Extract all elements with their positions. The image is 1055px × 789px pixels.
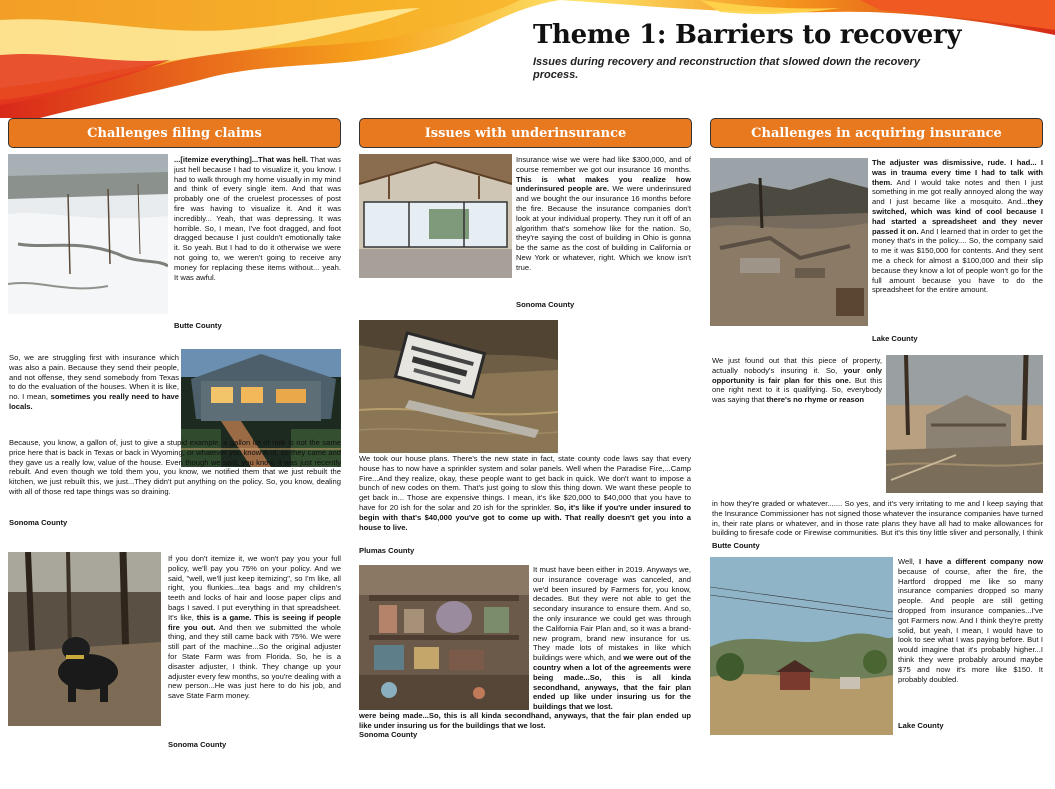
- quote-text: Insurance wise we were had like $300,000, and of course remember we got our insurance 16 months.: [516, 155, 691, 174]
- quote-text: If you don't itemize it, we won't pay you your full policy, we'll pay you 75% on your policy. And we said, "well, we'll just keep itemizing", so I'm like, all right, you flunkies...tea bags and my children's teeth and locks of hair and loose paper clips and bags I saved. I put everything in that spreadsheet. It's like,: [168, 554, 341, 622]
- location-label: Sonoma County: [516, 300, 575, 309]
- always-grateful-sign-photo: [359, 320, 558, 453]
- quote-emphasis: So, it's like if you're under insured to begin with that's $40,000 you've got to come up with. That really doesn't get you into a house to live.: [359, 502, 691, 532]
- quote-butte-2-continued: [712, 499, 1043, 539]
- quote-emphasis: they switched, which was kind of cool because I had started a spreadsheet and they never passed it on.: [872, 197, 1043, 236]
- quote-text: So, we are struggling first with insurance which was also a pain. Because they send their people, and not offense, they send somebody from Texas to do the evaluation of the houses. When it is like, no. I mean,: [9, 353, 179, 402]
- quote-sonoma-4-start: [533, 565, 691, 713]
- location-label: Lake County: [872, 334, 918, 343]
- burned-house-ruins-photo: [886, 355, 1043, 493]
- quote-plumas-1: [359, 454, 691, 544]
- column-header-filing-claims: Challenges filing claims: [8, 118, 341, 148]
- location-label: Sonoma County: [9, 518, 68, 527]
- column-header-acquiring-insurance: Challenges in acquiring insurance: [710, 118, 1043, 148]
- house-interior-photo: [359, 154, 512, 278]
- quote-emphasis: this is a game. This is seeing if people fire you out.: [168, 612, 341, 632]
- quote-sonoma-3: [516, 155, 691, 301]
- quote-text: because of course, after the fire, the Hartford dropped me like so many insurance companies dropped so many people. And people are still getting dropped from insurance companies...I've got Farmers now. And I think they're pretty solid, but yeah, I mean, I would have to look to see what I was paying before. But I would imagine that it's probably higher...I think they were probably around maybe $75 and now it's more like $150. It probably doubled.: [898, 566, 1043, 684]
- quote-emphasis: I have a different company now: [919, 557, 1043, 566]
- quote-text: in how they're graded or whatever....... So yes, and it's very irritating to me and I keep saying that the Insurance Commissioner has not signed those whatever the insurance companies have turned in, their rate plans or whatever, and in those rate plans they have all had to make allowances for building to firesafe code or Firewise communities. But it's this tiny little sliver and personally, I think: [712, 499, 1043, 538]
- quote-emphasis: The adjuster was dismissive, rude. I had... I was in trauma every time I had to talk with them.: [872, 158, 1043, 187]
- quote-text: And I learned that in order to get the money that's in the policy.... So, the company said to me it was $150,000 for contents. And they sent me a check for almost a $100,000 and their slip because they know a lot of people won't go for the full amount because you have to do the spreadsheet for the entire amount.: [872, 226, 1043, 295]
- quote-emphasis: ...[itemize everything]...That was hell.: [174, 155, 309, 164]
- quote-butte-2-start: [712, 356, 882, 498]
- location-label: Plumas County: [359, 546, 415, 555]
- quote-text: We just found out that this piece of property, actually nobody's insuring it. So,: [712, 356, 882, 375]
- quote-emphasis: were being made...So, this is all kinda secondhand, anyways, that the fair plan ended up like under insuring us for the buildings that we lost.: [359, 711, 691, 730]
- quote-text: We were underinsured and we bought the our insurance 16 months before the fire. Because the insurance companies don't look at your individual property. They run it off of an algorithm that's somehow like for the nation. So, they're saying the cost of building in Ohio is gonna be the same as the cost of building in California or New York or whatever, right. Which we know isn't true.: [516, 184, 691, 272]
- quote-emphasis: your only opportunity is fair plan for this one.: [712, 365, 882, 385]
- quote-sonoma-1-continued: [9, 438, 341, 518]
- quote-butte-1: [174, 155, 341, 303]
- quote-sonoma-4-continued: [359, 711, 691, 731]
- quote-text: And then we submitted the whole thing, and they still came back with 75%. We were still part of the machine...So the original adjuster for State Farm was from Florida. So, he is a disaster adjuster, I think. They change up your adjuster every few months, so you're dealing with a new person...He was just here to do his job, and save State Farm money.: [168, 622, 341, 701]
- quote-emphasis: we were out of the country when a lot of the agreements were being made...So, this is all kinda secondhand, anyways, that the fair plan ended up like under insuring us for the buildings that we lost.: [533, 653, 691, 712]
- quote-text: We took our house plans. There's the new state in fact, state county code laws say that every house has to now have a sprinkler system and solar panels. Well when the Paradise Fire,...Camp Fire...And they realize, okay, these people want to get back in quick. We don't want to impose a bunch of new codes on them. That's just going to slow this thing down. We want these people to get back in... Those are expensive things. I mean, it's like $20,000 to $40,000 that you have to have for 20 ish for the solar and 20 ish for the sprinkler.: [359, 454, 691, 512]
- column-header-underinsurance: Issues with underinsurance: [359, 118, 692, 148]
- quote-emphasis: This is what makes you realize how underinsured people are.: [516, 174, 691, 194]
- quote-text: Because, you know, a gallon of, just to give a stupid example, a gallon lot of milk is not the same price here that is back in Texas or back in Wyoming, or whatever you know And, so they came and they gave us a really low, value of the house. Even though we said, you know, it was just recently rebuilt. And even though we told them you, you know, we notified them that we just rebuilt the kitchen, we just rebuilt this, we just...They didn't put anything on the policy. So, you know, dealing with all of those red tape things was so draining.: [9, 438, 341, 496]
- burned-debris-photo: [710, 158, 868, 326]
- quote-lake-2: [898, 557, 1043, 719]
- page-title: Theme 1: Barriers to recovery: [533, 20, 962, 50]
- page-subtitle: Issues during recovery and reconstruction that slowed down the recovery process.: [533, 56, 920, 81]
- quote-sonoma-2: [168, 554, 341, 740]
- hillside-homes-photo: [710, 557, 893, 735]
- snowy-burned-lot-photo: [8, 154, 168, 314]
- location-label: Lake County: [898, 721, 944, 730]
- quote-text: That was just hell because I had to visualize it, you know. I had to walk through my home visually in my mind and think of every single item. And that was probably one of the cruelest processes of post fire was having to visualize it. And it was incredibly... Yeah, that was depressing. It was horrible. So, I mean, I've foot dragged, and foot dragged because I just couldn't emotionally take it. So yeah. But I had to do it otherwise we were not going to, we weren't going to receive any money for replacing these items without... yeah. It was awful.: [174, 155, 341, 282]
- location-label: Sonoma County: [359, 730, 418, 739]
- quote-emphasis: sometimes you really need to have locals.: [9, 392, 179, 411]
- quote-lake-1: [872, 158, 1043, 338]
- cluttered-shed-photo: [359, 565, 529, 710]
- quote-text: It must have been either in 2019. Anyways we, our insurance coverage was canceled, and we'd been insured by Farmers for, you know, decades. But they were not able to get the secondary insurance to ensure them. And so, the only insurance we could get was through the California Fair Plan and, so it was a brand-new program, brand new insurance for us. They made lots of mistakes in like which buildings were which, and: [533, 565, 691, 663]
- quote-text: But this one right next to it is qualifying. So, everybody was saying that: [712, 375, 882, 405]
- quote-text: And I would take notes and then I just something in me got really annoyed along the way and I just became like a mosquito. And...: [872, 177, 1043, 207]
- quote-text: Well,: [898, 557, 920, 566]
- quote-emphasis: there's no rhyme or reason: [766, 395, 865, 405]
- dog-in-burned-forest-photo: [8, 552, 161, 726]
- location-label: Butte County: [712, 541, 760, 550]
- location-label: Sonoma County: [168, 740, 227, 749]
- location-label: Butte County: [174, 321, 222, 330]
